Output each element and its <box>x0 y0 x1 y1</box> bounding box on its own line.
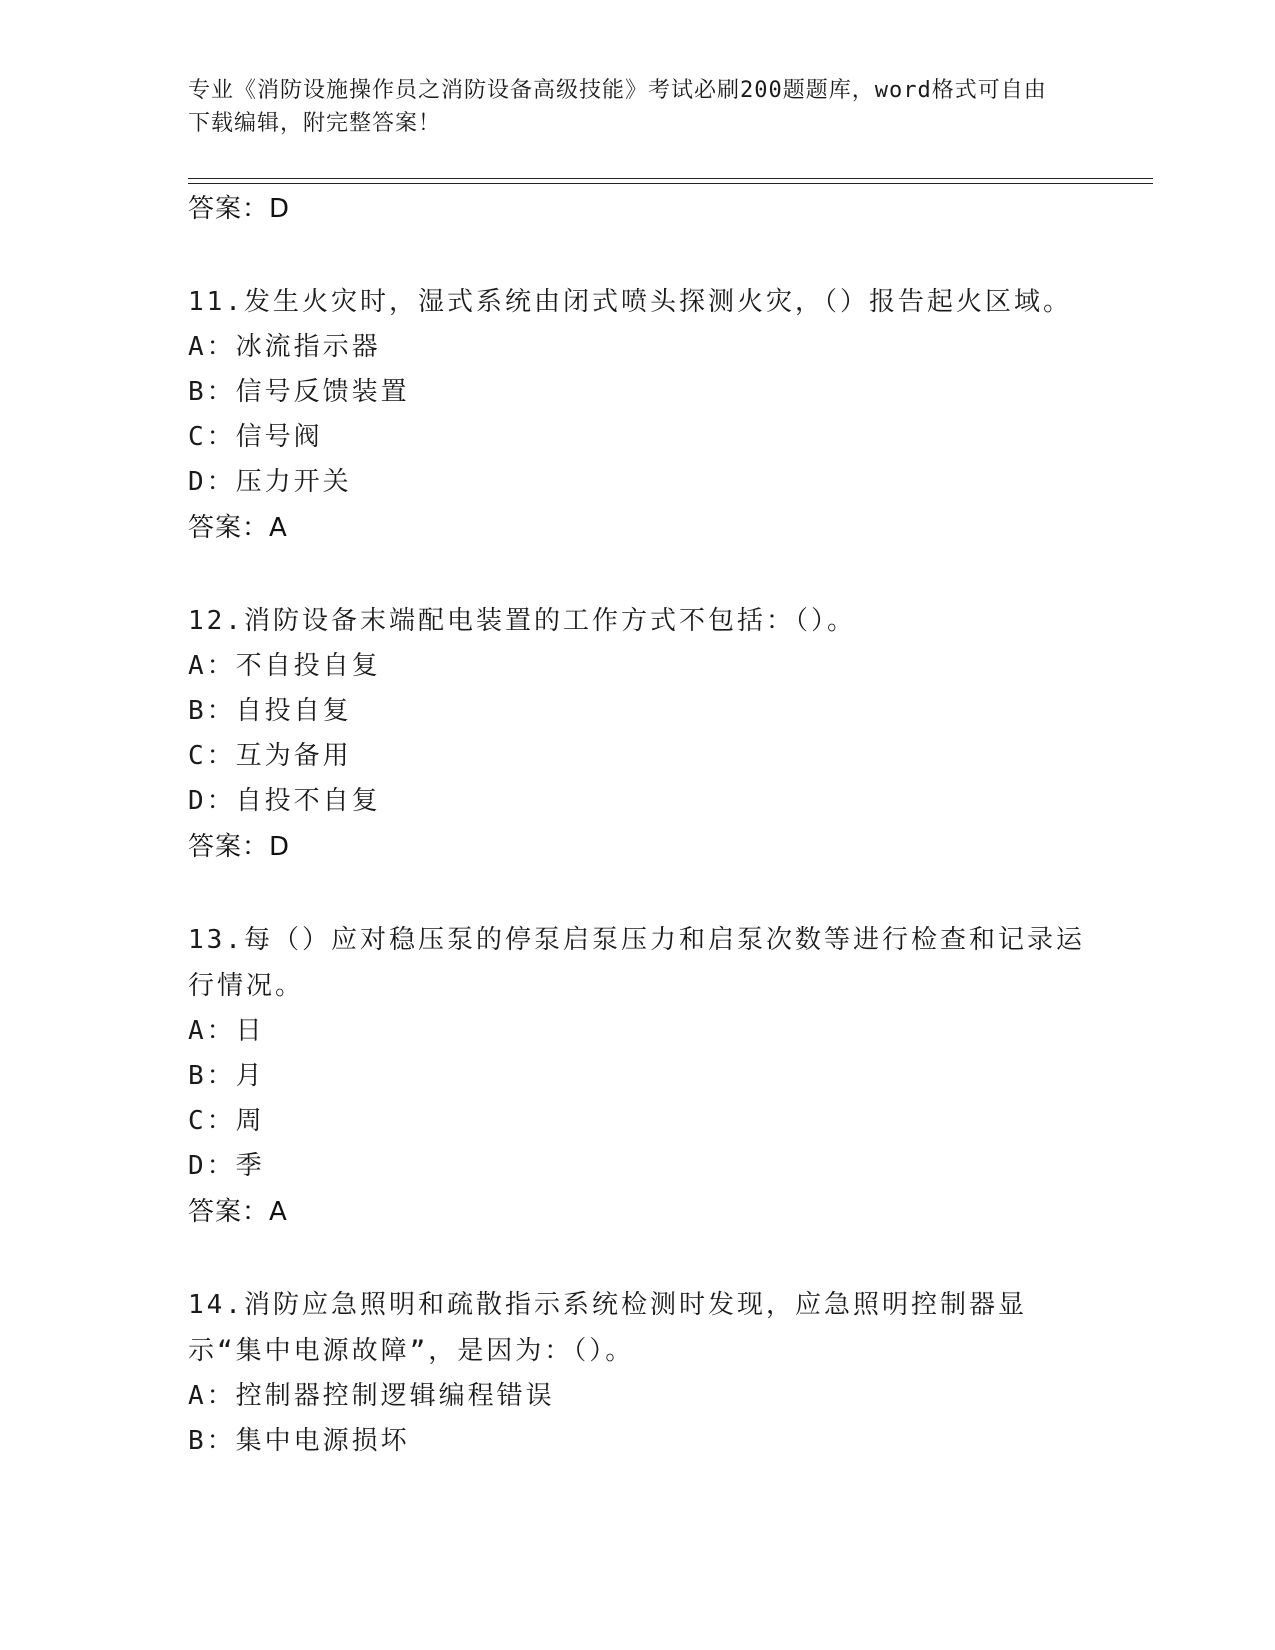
question-14 <box>188 1282 1088 1464</box>
option-a: A：不自投自复 <box>188 651 381 681</box>
option-d: D：压力开关 <box>188 467 352 497</box>
answer-line: 答案：A <box>188 513 288 543</box>
option-a: A：冰流指示器 <box>188 332 381 362</box>
question-stem: 11.发生火灾时，湿式系统由闭式喷头探测火灾，（）报告起火区域。 <box>188 287 1072 317</box>
header-divider-top <box>188 178 1153 179</box>
option-c: C：周 <box>188 1106 265 1136</box>
document-header: 专业《消防设施操作员之消防设备高级技能》考试必刷200题题库，word格式可自由下载编辑，附完整答案！ <box>188 78 1047 136</box>
question-stem: 13.每（）应对稳压泵的停泵启泵压力和启泵次数等进行检查和记录运行情况。 <box>188 925 1085 1001</box>
option-b: B：集中电源损坏 <box>188 1426 410 1456</box>
option-b: B：信号反馈装置 <box>188 377 410 407</box>
question-13 <box>188 917 1088 1235</box>
question-stem: 14.消防应急照明和疏散指示系统检测时发现，应急照明控制器显示“集中电源故障”，是因为：（）。 <box>188 1290 1027 1366</box>
option-c: C：互为备用 <box>188 741 352 771</box>
answer-line: 答案：D <box>188 832 291 862</box>
option-b: B：月 <box>188 1061 265 1091</box>
question-stem: 12.消防设备末端配电装置的工作方式不包括：（）。 <box>188 606 856 636</box>
option-d: D：自投不自复 <box>188 786 381 816</box>
option-d: D：季 <box>188 1151 265 1181</box>
option-a: A：控制器控制逻辑编程错误 <box>188 1381 555 1411</box>
header-divider-bottom <box>188 183 1153 184</box>
question-12 <box>188 598 1088 870</box>
option-b: B：自投自复 <box>188 696 352 726</box>
option-c: C：信号阀 <box>188 422 323 452</box>
answer-line: 答案：A <box>188 1197 288 1227</box>
question-list <box>188 186 1088 1464</box>
question-11 <box>188 279 1088 551</box>
answer-line: 答案：D <box>188 194 291 224</box>
option-a: A：日 <box>188 1016 265 1046</box>
